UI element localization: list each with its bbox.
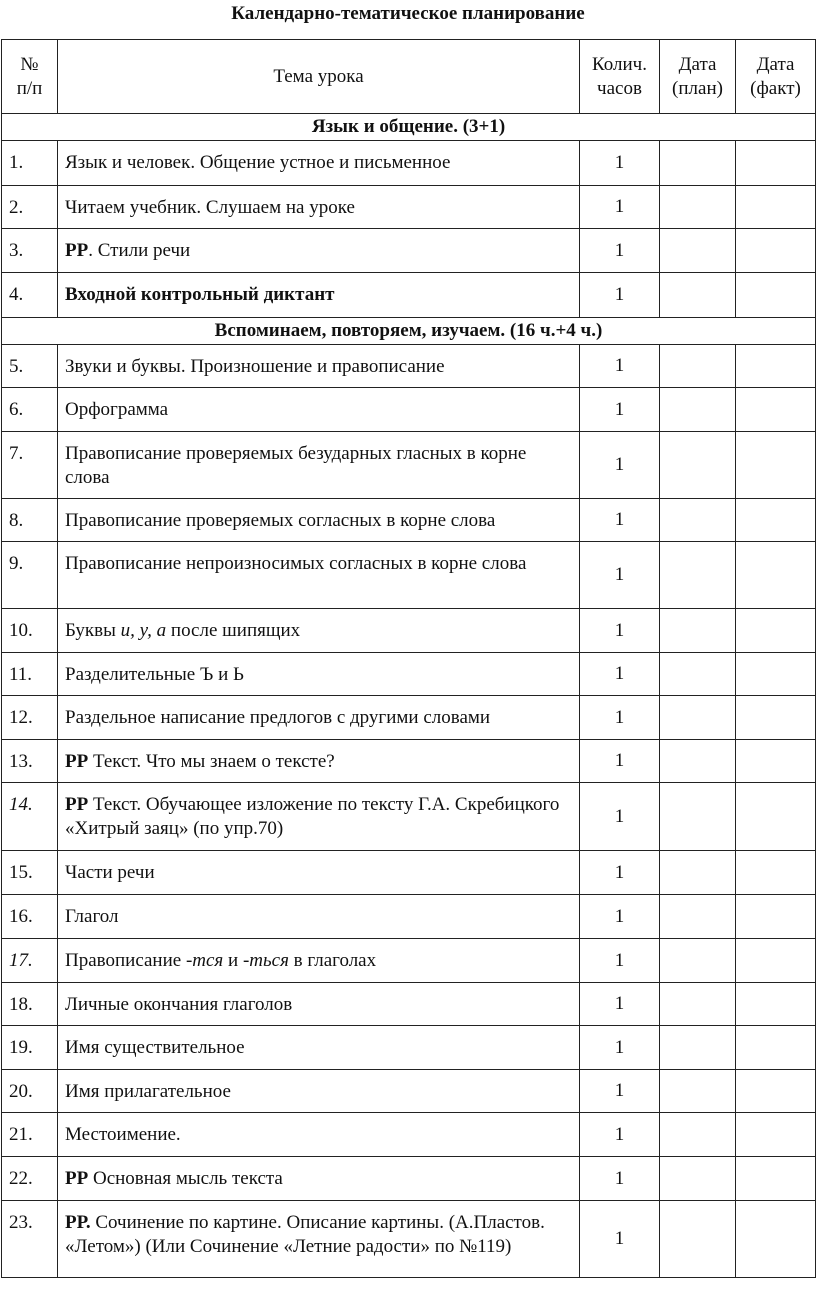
- topic-text-fragment: Личные окончания глаголов: [65, 994, 293, 1015]
- lesson-row: [2, 388, 816, 432]
- lesson-row: [2, 939, 816, 983]
- lesson-topic: [58, 499, 580, 542]
- table-body: [2, 114, 816, 1278]
- topic-text-fragment: Части речи: [65, 862, 155, 883]
- lesson-row: [2, 1157, 816, 1201]
- date-plan-cell[interactable]: [660, 740, 736, 783]
- topic-text-fragment: Правописание проверяемых безударных гласных в корне слова: [65, 443, 527, 488]
- lesson-topic: [58, 186, 580, 229]
- lesson-row: [2, 499, 816, 542]
- date-fact-cell[interactable]: [736, 740, 816, 783]
- topic-text-fragment: Сочинение по картине. Описание картины. (А.Пластов. «Летом») (Или Сочинение «Летние радости» по №119): [65, 1212, 545, 1257]
- lesson-number: 14.: [2, 783, 58, 851]
- date-fact-cell[interactable]: [736, 1026, 816, 1070]
- lesson-number: 23.: [2, 1201, 58, 1278]
- lesson-number: 9.: [2, 542, 58, 609]
- lesson-hours: 1: [580, 851, 660, 895]
- lesson-row: [2, 895, 816, 939]
- topic-text-fragment: Язык и человек. Общение устное и письменное: [65, 152, 451, 173]
- lesson-topic: [58, 983, 580, 1026]
- date-plan-cell[interactable]: [660, 499, 736, 542]
- lesson-hours: 1: [580, 895, 660, 939]
- lesson-hours: 1: [580, 186, 660, 229]
- lesson-hours: 1: [580, 542, 660, 609]
- header-date-plan-line2: (план): [672, 77, 723, 99]
- topic-text-fragment: Текст. Обучающее изложение по тексту Г.А. Скребицкого «Хитрый заяц» (по упр.70): [65, 794, 560, 839]
- date-fact-cell[interactable]: [736, 895, 816, 939]
- lesson-number: 6.: [2, 388, 58, 432]
- date-plan-cell[interactable]: [660, 783, 736, 851]
- date-fact-cell[interactable]: [736, 609, 816, 653]
- date-plan-cell[interactable]: [660, 542, 736, 609]
- date-fact-cell[interactable]: [736, 499, 816, 542]
- topic-text-fragment: Имя существительное: [65, 1037, 245, 1058]
- date-plan-cell[interactable]: [660, 141, 736, 186]
- lesson-number: 20.: [2, 1070, 58, 1113]
- lesson-topic: [58, 345, 580, 388]
- topic-text-fragment: Разделительные Ъ и Ь: [65, 664, 244, 685]
- lesson-number: 5.: [2, 345, 58, 388]
- topic-bold-fragment: РР: [65, 751, 89, 772]
- lesson-row: [2, 851, 816, 895]
- date-plan-cell[interactable]: [660, 345, 736, 388]
- lesson-row: [2, 432, 816, 499]
- lesson-number: 7.: [2, 432, 58, 499]
- topic-italic-fragment: и, у, а: [120, 620, 167, 641]
- topic-text-fragment: Имя прилагательное: [65, 1081, 231, 1102]
- lesson-number: 15.: [2, 851, 58, 895]
- topic-text-fragment: Правописание проверяемых согласных в корне слова: [65, 510, 496, 531]
- topic-text-fragment: Текст. Что мы знаем о тексте?: [88, 751, 335, 772]
- header-date-fact-line1: Дата: [756, 53, 795, 75]
- lesson-hours: 1: [580, 653, 660, 696]
- lesson-row: [2, 983, 816, 1026]
- topic-text-fragment: Орфограмма: [65, 399, 169, 420]
- lesson-hours: 1: [580, 939, 660, 983]
- date-fact-cell[interactable]: [736, 1157, 816, 1201]
- lesson-number: 3.: [2, 229, 58, 273]
- lesson-topic: [58, 1201, 580, 1278]
- header-date-fact-line2: (факт): [750, 77, 801, 99]
- lesson-hours: 1: [580, 1026, 660, 1070]
- date-plan-cell[interactable]: [660, 1201, 736, 1278]
- lesson-topic: [58, 1157, 580, 1201]
- lesson-row: [2, 1113, 816, 1157]
- topic-bold-fragment: РР.: [65, 1212, 91, 1233]
- lesson-topic: [58, 895, 580, 939]
- date-fact-cell[interactable]: [736, 1113, 816, 1157]
- date-fact-cell[interactable]: [736, 273, 816, 318]
- date-plan-cell[interactable]: [660, 1070, 736, 1113]
- section-title: Вспоминаем, повторяем, изучаем. (16 ч.+4 ч.): [2, 318, 816, 345]
- header-row: [2, 40, 816, 114]
- date-fact-cell[interactable]: [736, 141, 816, 186]
- lesson-topic: [58, 851, 580, 895]
- lesson-number: 1.: [2, 141, 58, 186]
- date-fact-cell[interactable]: [736, 432, 816, 499]
- date-fact-cell[interactable]: [736, 983, 816, 1026]
- topic-text-fragment: . Стили речи: [88, 240, 191, 261]
- lesson-hours: 1: [580, 273, 660, 318]
- topic-text-fragment: и -: [223, 950, 250, 971]
- lesson-row: [2, 1201, 816, 1278]
- date-plan-cell[interactable]: [660, 609, 736, 653]
- lesson-hours: 1: [580, 1157, 660, 1201]
- page-title: Календарно-тематическое планирование: [231, 3, 585, 24]
- lesson-topic: [58, 740, 580, 783]
- header-num-line1: №: [20, 53, 39, 75]
- date-fact-cell[interactable]: [736, 229, 816, 273]
- date-plan-cell[interactable]: [660, 229, 736, 273]
- lesson-number: 19.: [2, 1026, 58, 1070]
- topic-italic-fragment: ться: [249, 950, 289, 971]
- lesson-hours: 1: [580, 499, 660, 542]
- date-plan-cell[interactable]: [660, 696, 736, 740]
- lesson-topic: [58, 653, 580, 696]
- topic-text-fragment: Буквы: [65, 620, 121, 641]
- lesson-row: [2, 1070, 816, 1113]
- topic-bold-fragment: РР: [65, 240, 89, 261]
- lesson-hours: 1: [580, 983, 660, 1026]
- lesson-hours: 1: [580, 1113, 660, 1157]
- header-num: [2, 40, 58, 114]
- lesson-hours: 1: [580, 388, 660, 432]
- date-plan-cell[interactable]: [660, 1113, 736, 1157]
- lesson-row: [2, 653, 816, 696]
- lesson-hours: 1: [580, 1201, 660, 1278]
- lesson-row: [2, 783, 816, 851]
- lesson-topic: [58, 1026, 580, 1070]
- lesson-number: 13.: [2, 740, 58, 783]
- date-fact-cell[interactable]: [736, 388, 816, 432]
- header-date-plan: [660, 40, 736, 114]
- lesson-row: [2, 345, 816, 388]
- lesson-row: [2, 141, 816, 186]
- header-date-plan-line1: Дата: [678, 53, 717, 75]
- lesson-topic: [58, 229, 580, 273]
- lesson-row: [2, 229, 816, 273]
- header-topic: Тема урока: [58, 40, 580, 114]
- lesson-hours: 1: [580, 783, 660, 851]
- lesson-row: [2, 186, 816, 229]
- topic-bold-fragment: РР: [65, 1168, 89, 1189]
- lesson-topic: [58, 939, 580, 983]
- topic-text-fragment: Раздельное написание предлогов с другими словами: [65, 707, 491, 728]
- lesson-row: [2, 609, 816, 653]
- date-fact-cell[interactable]: [736, 1070, 816, 1113]
- date-plan-cell[interactable]: [660, 851, 736, 895]
- lesson-topic: [58, 388, 580, 432]
- topic-text-fragment: Правописание непроизносимых согласных в корне слова: [65, 553, 527, 574]
- topic-text-fragment: Читаем учебник. Слушаем на уроке: [65, 197, 355, 218]
- lesson-number: 18.: [2, 983, 58, 1026]
- header-num-line2: п/п: [16, 77, 43, 99]
- topic-text-fragment: Правописание -: [65, 950, 193, 971]
- lesson-row: [2, 542, 816, 609]
- lesson-hours: 1: [580, 345, 660, 388]
- lesson-hours: 1: [580, 740, 660, 783]
- date-fact-cell[interactable]: [736, 542, 816, 609]
- date-plan-cell[interactable]: [660, 939, 736, 983]
- lesson-number: 11.: [2, 653, 58, 696]
- date-fact-cell[interactable]: [736, 1201, 816, 1278]
- lesson-topic: [58, 1070, 580, 1113]
- lesson-topic: [58, 696, 580, 740]
- date-fact-cell[interactable]: [736, 939, 816, 983]
- topic-text-fragment: Местоимение.: [65, 1124, 181, 1145]
- lesson-number: 22.: [2, 1157, 58, 1201]
- lesson-topic: [58, 783, 580, 851]
- section-row: [2, 318, 816, 345]
- lesson-number: 4.: [2, 273, 58, 318]
- lesson-row: [2, 696, 816, 740]
- lesson-number: 10.: [2, 609, 58, 653]
- date-plan-cell[interactable]: [660, 1157, 736, 1201]
- topic-bold-fragment: Входной контрольный диктант: [65, 284, 335, 305]
- topic-text-fragment: после шипящих: [166, 620, 301, 641]
- date-plan-cell[interactable]: [660, 653, 736, 696]
- lesson-row: [2, 1026, 816, 1070]
- topic-text-fragment: Звуки и буквы. Произношение и правописание: [65, 356, 445, 377]
- topic-text-fragment: Основная мысль текста: [88, 1168, 283, 1189]
- lesson-topic: [58, 141, 580, 186]
- date-fact-cell[interactable]: [736, 653, 816, 696]
- date-fact-cell[interactable]: [736, 783, 816, 851]
- lesson-topic: [58, 1113, 580, 1157]
- date-plan-cell[interactable]: [660, 983, 736, 1026]
- lesson-topic: [58, 432, 580, 499]
- lesson-topic: [58, 542, 580, 609]
- lesson-number: 12.: [2, 696, 58, 740]
- header-hours-line2: часов: [597, 77, 642, 99]
- lesson-row: [2, 740, 816, 783]
- lesson-plan-table: [1, 39, 816, 1278]
- lesson-topic: [58, 609, 580, 653]
- section-row: [2, 114, 816, 141]
- date-fact-cell[interactable]: [736, 851, 816, 895]
- lesson-number: 17.: [2, 939, 58, 983]
- lesson-row: [2, 273, 816, 318]
- date-plan-cell[interactable]: [660, 432, 736, 499]
- date-fact-cell[interactable]: [736, 186, 816, 229]
- topic-text-fragment: в глаголах: [288, 950, 377, 971]
- lesson-number: 21.: [2, 1113, 58, 1157]
- header-date-fact: [736, 40, 816, 114]
- date-plan-cell[interactable]: [660, 273, 736, 318]
- lesson-number: 16.: [2, 895, 58, 939]
- topic-italic-fragment: тся: [192, 950, 224, 971]
- lesson-number: 8.: [2, 499, 58, 542]
- lesson-number: 2.: [2, 186, 58, 229]
- date-plan-cell[interactable]: [660, 1026, 736, 1070]
- lesson-hours: 1: [580, 432, 660, 499]
- date-plan-cell[interactable]: [660, 895, 736, 939]
- topic-bold-fragment: РР: [65, 794, 89, 815]
- lesson-hours: 1: [580, 696, 660, 740]
- header-hours: [580, 40, 660, 114]
- date-plan-cell[interactable]: [660, 388, 736, 432]
- date-plan-cell[interactable]: [660, 186, 736, 229]
- date-fact-cell[interactable]: [736, 345, 816, 388]
- lesson-hours: 1: [580, 609, 660, 653]
- section-title: Язык и общение. (3+1): [2, 114, 816, 141]
- lesson-hours: 1: [580, 1070, 660, 1113]
- lesson-hours: 1: [580, 141, 660, 186]
- topic-text-fragment: Глагол: [65, 906, 119, 927]
- header-hours-line1: Колич.: [592, 53, 647, 75]
- lesson-topic: [58, 273, 580, 318]
- date-fact-cell[interactable]: [736, 696, 816, 740]
- lesson-hours: 1: [580, 229, 660, 273]
